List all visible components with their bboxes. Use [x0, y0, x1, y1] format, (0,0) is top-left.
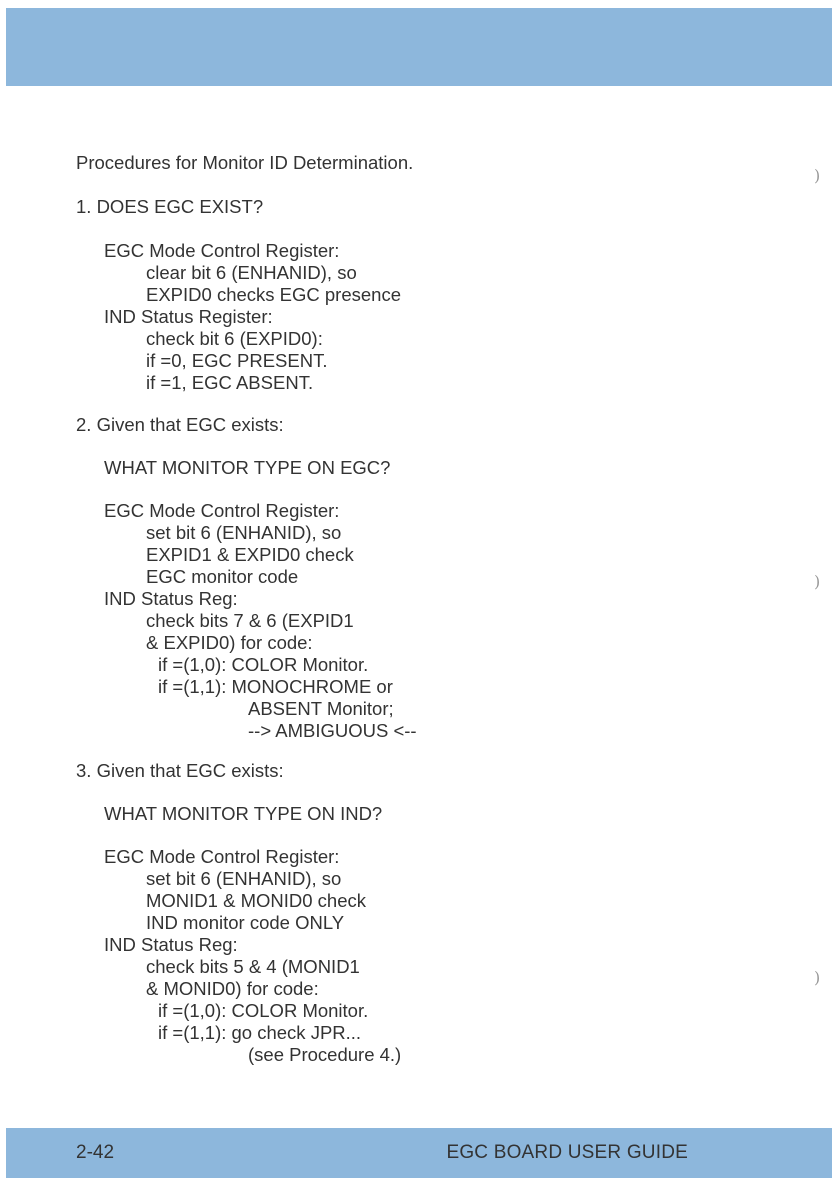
s2-line: check bits 7 & 6 (EXPID1 [146, 610, 354, 631]
s3-line: set bit 6 (ENHANID), so [146, 868, 342, 889]
s1-line: if =0, EGC PRESENT. [146, 350, 328, 371]
margin-mark: ) [814, 572, 821, 591]
s2-line: EGC Mode Control Register: [104, 500, 340, 521]
section3-subheading: WHAT MONITOR TYPE ON IND? [104, 803, 383, 824]
section1-heading: 1. DOES EGC EXIST? [76, 196, 264, 217]
s2-line: ABSENT Monitor; [248, 698, 394, 719]
s3-line: check bits 5 & 4 (MONID1 [146, 956, 360, 977]
footer-band [6, 1128, 832, 1178]
s2-line: EGC monitor code [146, 566, 299, 587]
s1-line: IND Status Register: [104, 306, 273, 327]
s3-line: & MONID0) for code: [146, 978, 319, 999]
s3-line: (see Procedure 4.) [248, 1044, 402, 1065]
section2-subheading: WHAT MONITOR TYPE ON EGC? [104, 457, 391, 478]
s2-line: IND Status Reg: [104, 588, 238, 609]
margin-mark: ) [814, 166, 821, 185]
s1-line: clear bit 6 (ENHANID), so [146, 262, 357, 283]
s3-line: if =(1,0): COLOR Monitor. [158, 1000, 369, 1021]
footer-title: EGC BOARD USER GUIDE [446, 1142, 688, 1163]
s2-line: & EXPID0) for code: [146, 632, 313, 653]
s3-line: EGC Mode Control Register: [104, 846, 340, 867]
s3-line: MONID1 & MONID0 check [146, 890, 366, 911]
s2-line: --> AMBIGUOUS <-- [248, 720, 417, 741]
s3-line: if =(1,1): go check JPR... [158, 1022, 362, 1043]
s1-line: EGC Mode Control Register: [104, 240, 340, 261]
s2-line: EXPID1 & EXPID0 check [146, 544, 354, 565]
s1-line: check bit 6 (EXPID0): [146, 328, 323, 349]
section2-heading: 2. Given that EGC exists: [76, 414, 284, 435]
s2-line: if =(1,1): MONOCHROME or [158, 676, 393, 697]
intro-text: Procedures for Monitor ID Determination. [76, 152, 414, 173]
s1-line: if =1, EGC ABSENT. [146, 372, 314, 393]
section3-heading: 3. Given that EGC exists: [76, 760, 284, 781]
s1-line: EXPID0 checks EGC presence [146, 284, 401, 305]
s2-line: if =(1,0): COLOR Monitor. [158, 654, 369, 675]
header-band [6, 8, 832, 86]
s2-line: set bit 6 (ENHANID), so [146, 522, 342, 543]
s3-line: IND monitor code ONLY [146, 912, 345, 933]
margin-mark: ) [814, 968, 821, 987]
page-number: 2-42 [76, 1142, 115, 1163]
s3-line: IND Status Reg: [104, 934, 238, 955]
